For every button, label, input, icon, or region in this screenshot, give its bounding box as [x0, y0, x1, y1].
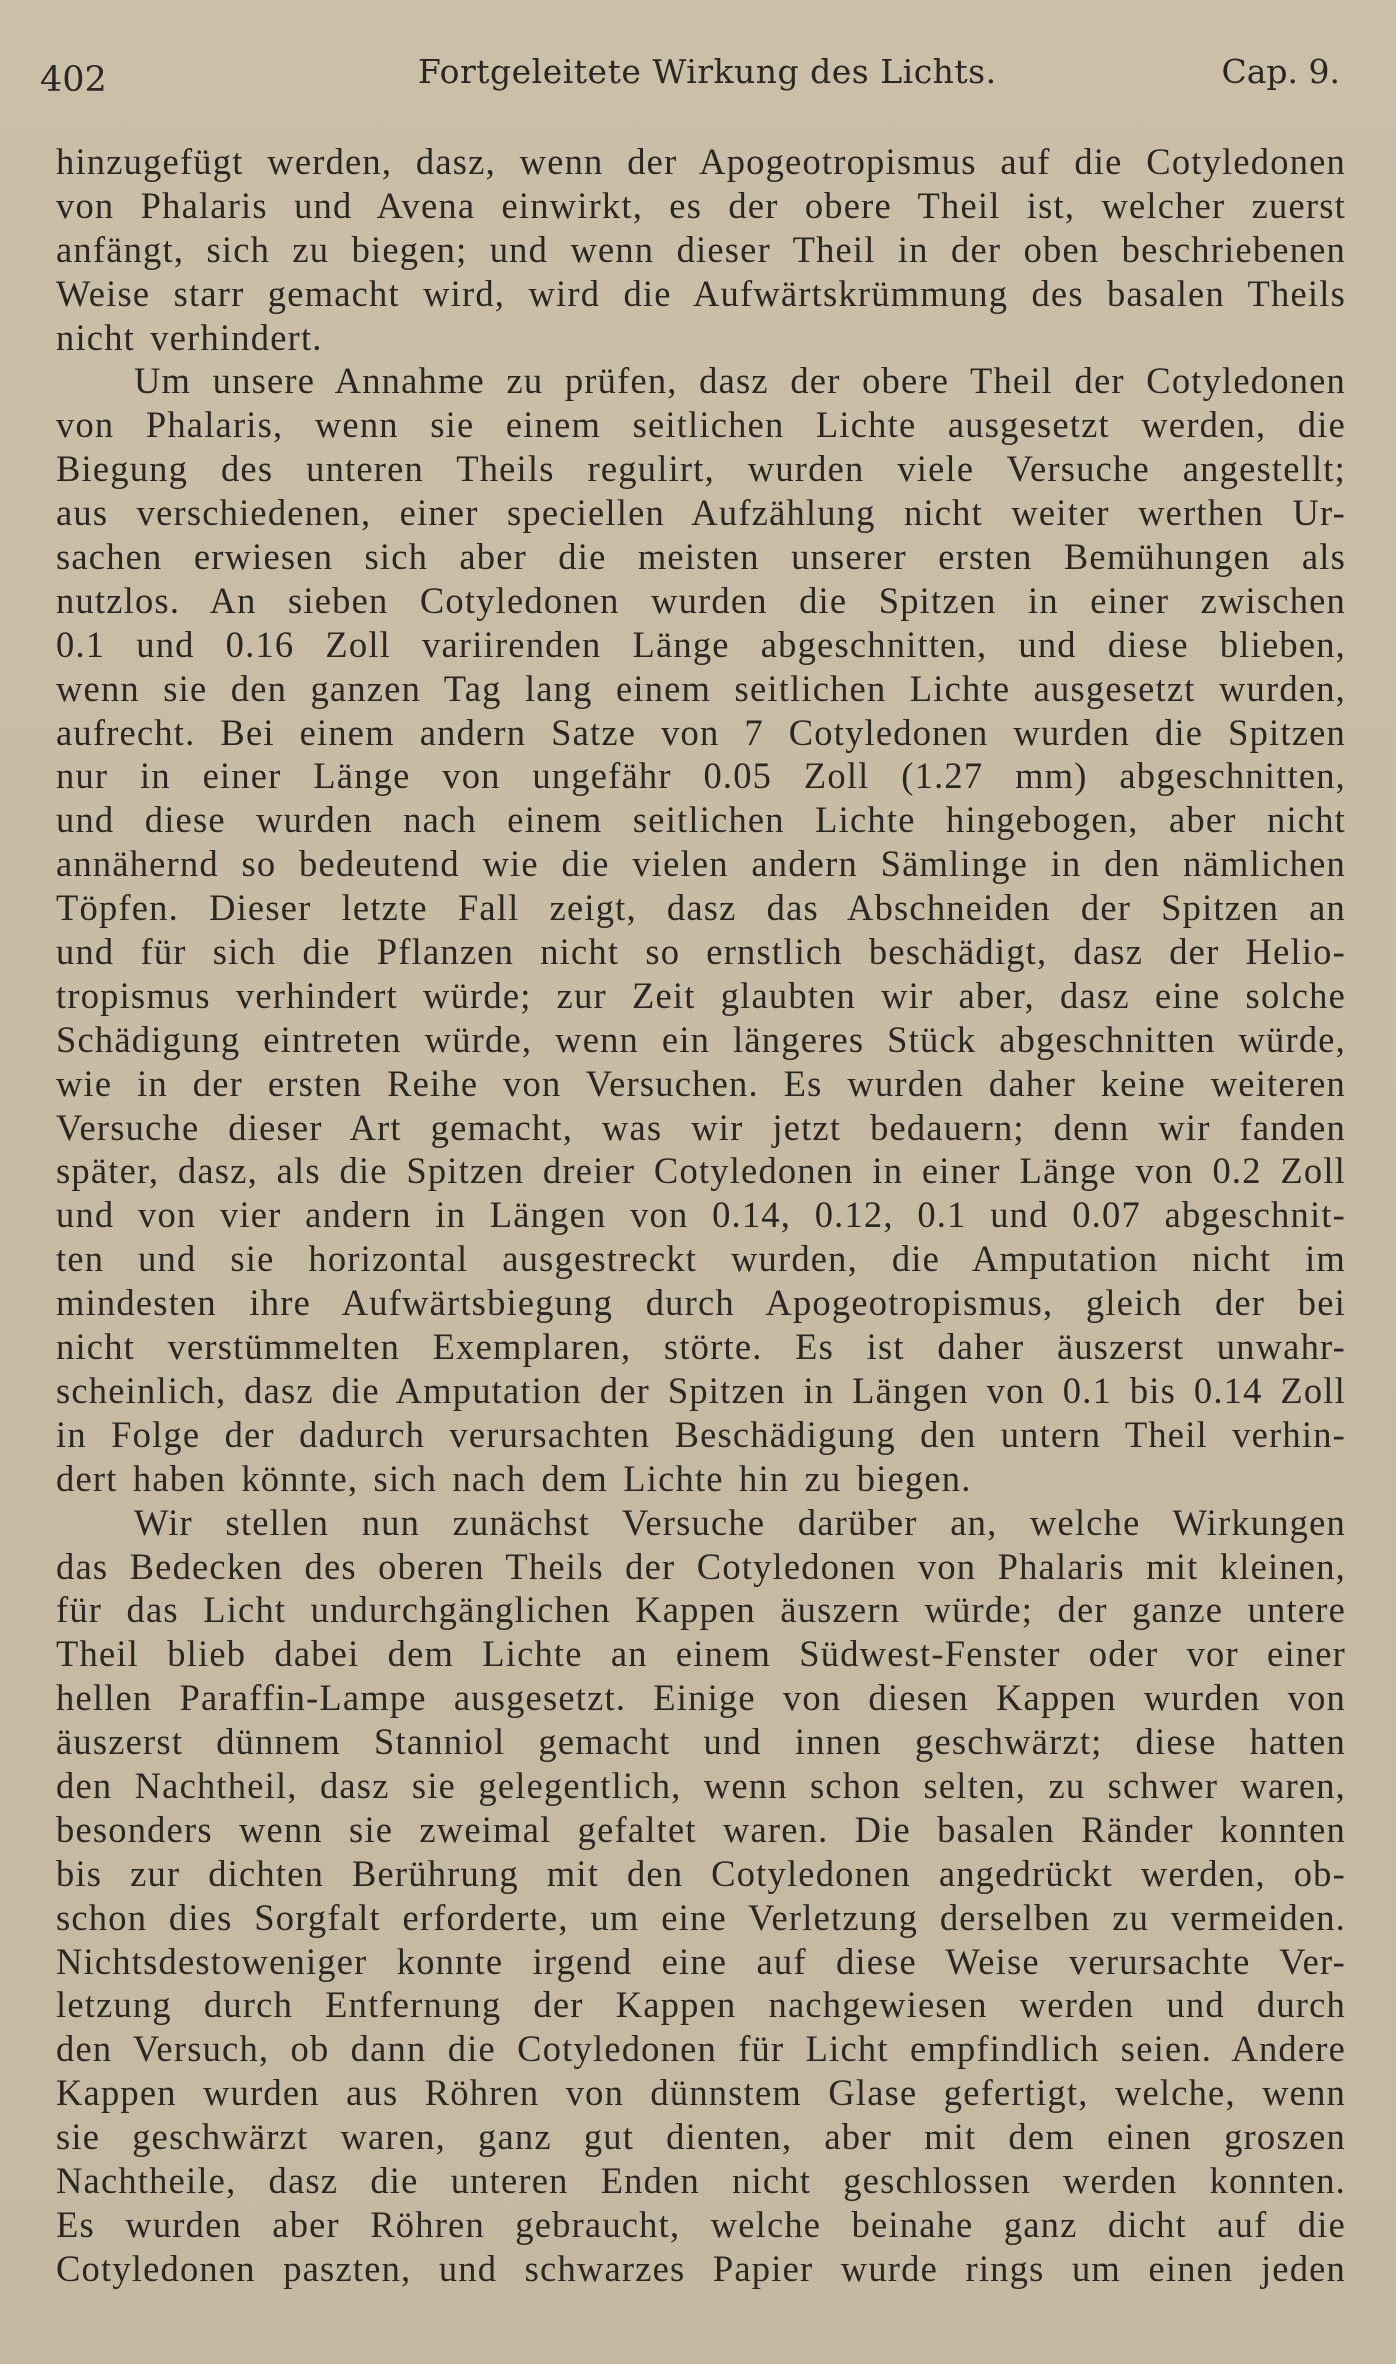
text-line: 0.1 und 0.16 Zoll variirenden Länge abgeschnitten, und diese blieben, — [56, 623, 1346, 665]
text-line: Nachtheile, dasz die unteren Enden nicht geschlossen werden konnten. — [56, 2159, 1346, 2201]
text-line: in Folge der dadurch verursachten Beschädigung den untern Theil verhin- — [56, 1413, 1346, 1455]
text-line: dert haben könnte, sich nach dem Lichte hin zu biegen. — [56, 1457, 972, 1499]
text-line: Töpfen. Dieser letzte Fall zeigt, dasz das Abschneiden der Spitzen an — [56, 887, 1346, 929]
body-text — [56, 140, 1346, 2291]
text-line: nutzlos. An sieben Cotyledonen wurden die Spitzen in einer zwischen — [56, 579, 1346, 621]
text-line: später, dasz, als die Spitzen dreier Cotyledonen in einer Länge von 0.2 Zoll — [56, 1150, 1346, 1192]
text-line: und diese wurden nach einem seitlichen Lichte hingebogen, aber nicht — [56, 799, 1346, 841]
text-line: tropismus verhindert würde; zur Zeit glaubten wir aber, dasz eine solche — [56, 974, 1346, 1016]
text-line: bis zur dichten Berührung mit den Cotyledonen angedrückt werden, ob- — [56, 1852, 1346, 1894]
text-line: hinzugefügt werden, dasz, wenn der Apogeotropismus auf die Cotyledonen — [56, 141, 1346, 182]
text-line: aufrecht. Bei einem andern Satze von 7 Cotyledonen wurden die Spitzen — [56, 711, 1346, 753]
running-title: Fortgeleitete Wirkung des Lichts. — [418, 52, 997, 91]
page-number: 402 — [40, 60, 107, 100]
text-line: Um unsere Annahme zu prüfen, dasz der obere Theil der Cotyledonen — [134, 360, 1346, 402]
text-line: Cotyledonen paszten, und schwarzes Papier wurde rings um einen jeden — [56, 2247, 1346, 2289]
text-line: mindesten ihre Aufwärtsbiegung durch Apogeotropismus, gleich der bei — [56, 1282, 1346, 1324]
text-line: scheinlich, dasz die Amputation der Spitzen in Längen von 0.1 bis 0.14 Zoll — [56, 1369, 1346, 1411]
text-line: wenn sie den ganzen Tag lang einem seitlichen Lichte ausgesetzt wurden, — [56, 667, 1346, 709]
text-line: Kappen wurden aus Röhren von dünnstem Glase gefertigt, welche, wenn — [56, 2072, 1346, 2114]
text-line: Es wurden aber Röhren gebraucht, welche beinahe ganz dicht auf die — [56, 2203, 1346, 2245]
text-line: anfängt, sich zu biegen; und wenn dieser Theil in der oben beschriebenen — [56, 228, 1346, 270]
text-line: Schädigung eintreten würde, wenn ein längeres Stück abgeschnitten würde, — [56, 1018, 1346, 1060]
text-line: annähernd so bedeutend wie die vielen andern Sämlinge in den nämlichen — [56, 843, 1346, 885]
text-line: Versuche dieser Art gemacht, was wir jetzt bedauern; denn wir fanden — [56, 1106, 1346, 1148]
text-line: Wir stellen nun zunächst Versuche darüber an, welche Wirkungen — [134, 1501, 1346, 1543]
text-line: sachen erwiesen sich aber die meisten unserer ersten Bemühungen als — [56, 536, 1346, 578]
text-line: von Phalaris und Avena einwirkt, es der obere Theil ist, welcher zuerst — [56, 184, 1346, 226]
text-line: wie in der ersten Reihe von Versuchen. Es wurden daher keine weiteren — [56, 1062, 1346, 1104]
text-line: schon dies Sorgfalt erforderte, um eine Verletzung derselben zu vermeiden. — [56, 1896, 1346, 1938]
text-line: und für sich die Pflanzen nicht so ernstlich beschädigt, dasz der Helio- — [56, 931, 1346, 973]
text-line: das Bedecken des oberen Theils der Cotyledonen von Phalaris mit kleinen, — [56, 1545, 1346, 1587]
text-line: nicht verstümmelten Exemplaren, störte. Es ist daher äuszerst unwahr- — [56, 1326, 1346, 1368]
page-header — [40, 48, 1340, 100]
text-line: den Versuch, ob dann die Cotyledonen für Licht empfindlich seien. Andere — [56, 2028, 1346, 2070]
text-line: Biegung des unteren Theils regulirt, wurden viele Versuche angestellt; — [56, 448, 1346, 490]
text-line: für das Licht undurchgänglichen Kappen äuszern würde; der ganze untere — [56, 1589, 1346, 1631]
text-line: den Nachtheil, dasz sie gelegentlich, wenn schon selten, zu schwer waren, — [56, 1764, 1346, 1806]
text-line: hellen Paraffin-Lampe ausgesetzt. Einige von diesen Kappen wurden von — [56, 1677, 1346, 1719]
text-line: besonders wenn sie zweimal gefaltet waren. Die basalen Ränder konnten — [56, 1808, 1346, 1850]
chapter-reference: Cap. 9. — [1221, 52, 1340, 91]
text-line: äuszerst dünnem Stanniol gemacht und innen geschwärzt; diese hatten — [56, 1721, 1346, 1763]
text-line: Theil blieb dabei dem Lichte an einem Südwest-Fenster oder vor einer — [56, 1633, 1346, 1675]
text-line: nur in einer Länge von ungefähr 0.05 Zoll (1.27 mm) abgeschnitten, — [56, 755, 1346, 797]
text-line: letzung durch Entfernung der Kappen nachgewiesen werden und durch — [56, 1984, 1346, 2026]
text-line: sie geschwärzt waren, ganz gut dienten, aber mit dem einen groszen — [56, 2116, 1346, 2158]
text-line: ten und sie horizontal ausgestreckt wurden, die Amputation nicht im — [56, 1238, 1346, 1280]
text-line: nicht verhindert. — [56, 316, 323, 358]
text-line: und von vier andern in Längen von 0.14, 0.12, 0.1 und 0.07 abgeschnit- — [56, 1194, 1346, 1236]
text-line: Weise starr gemacht wird, wird die Aufwärtskrümmung des basalen Theils — [56, 272, 1346, 314]
text-line: aus verschiedenen, einer speciellen Aufzählung nicht weiter werthen Ur- — [56, 492, 1346, 534]
text-line: Nichtsdestoweniger konnte irgend eine auf diese Weise verursachte Ver- — [56, 1940, 1346, 1982]
text-line: von Phalaris, wenn sie einem seitlichen Lichte ausgesetzt werden, die — [56, 404, 1346, 446]
